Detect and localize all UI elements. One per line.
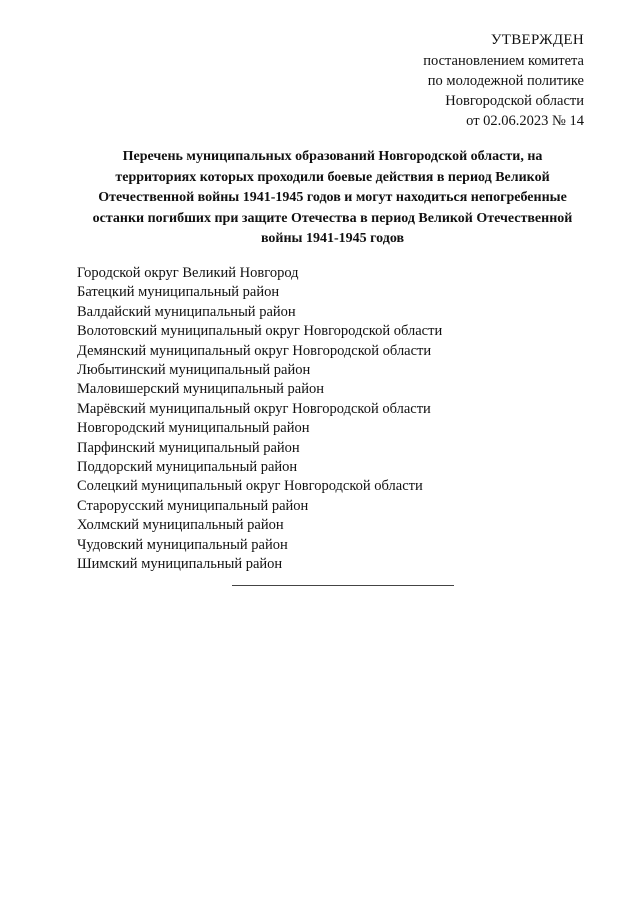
list-item: Марёвский муниципальный округ Новгородской области: [77, 400, 431, 417]
list-item: Шимский муниципальный район: [77, 556, 283, 573]
list-item: Новгородский муниципальный район: [77, 420, 310, 437]
approval-line: по молодежной политике: [427, 73, 584, 89]
title-line: войны 1941-1945 годов: [260, 231, 405, 246]
title-line: Перечень муниципальных образований Новгородской области, на: [122, 149, 543, 164]
title-line: Отечественной войны 1941-1945 годов и могут находиться непогребенные: [98, 190, 567, 205]
list-item: Парфинский муниципальный район: [77, 439, 300, 456]
list-item: Батецкий муниципальный район: [77, 284, 280, 301]
approval-block: [423, 30, 584, 131]
list-item: Маловишерский муниципальный район: [77, 381, 325, 398]
list-item: Волотовский муниципальный округ Новгородской области: [77, 323, 443, 340]
list-item: Солецкий муниципальный округ Новгородской области: [77, 478, 423, 495]
document-title: [70, 147, 595, 250]
approval-line: постановлением комитета: [423, 53, 584, 69]
title-line: территориях которых проходили боевые действия в период Великой: [115, 169, 550, 185]
municipality-list: [77, 264, 442, 575]
list-item: Чудовский муниципальный район: [77, 536, 288, 553]
list-item: Демянский муниципальный округ Новгородской области: [77, 342, 432, 359]
list-item: Старорусский муниципальный район: [77, 497, 309, 514]
list-item: Поддорский муниципальный район: [77, 459, 298, 476]
end-divider: [232, 585, 454, 586]
approval-line: Новгородской области: [445, 93, 584, 109]
list-item: Любытинский муниципальный район: [77, 362, 311, 379]
approval-title: УТВЕРЖДЕН: [490, 32, 584, 48]
title-line: останки погибших при защите Отечества в период Великой Отечественной: [92, 210, 573, 226]
list-item: Валдайский муниципальный район: [77, 303, 296, 320]
list-item: Городской округ Великий Новгород: [77, 265, 299, 281]
list-item: Холмский муниципальный район: [77, 517, 284, 534]
approval-date-line: от 02.06.2023 № 14: [466, 113, 584, 129]
